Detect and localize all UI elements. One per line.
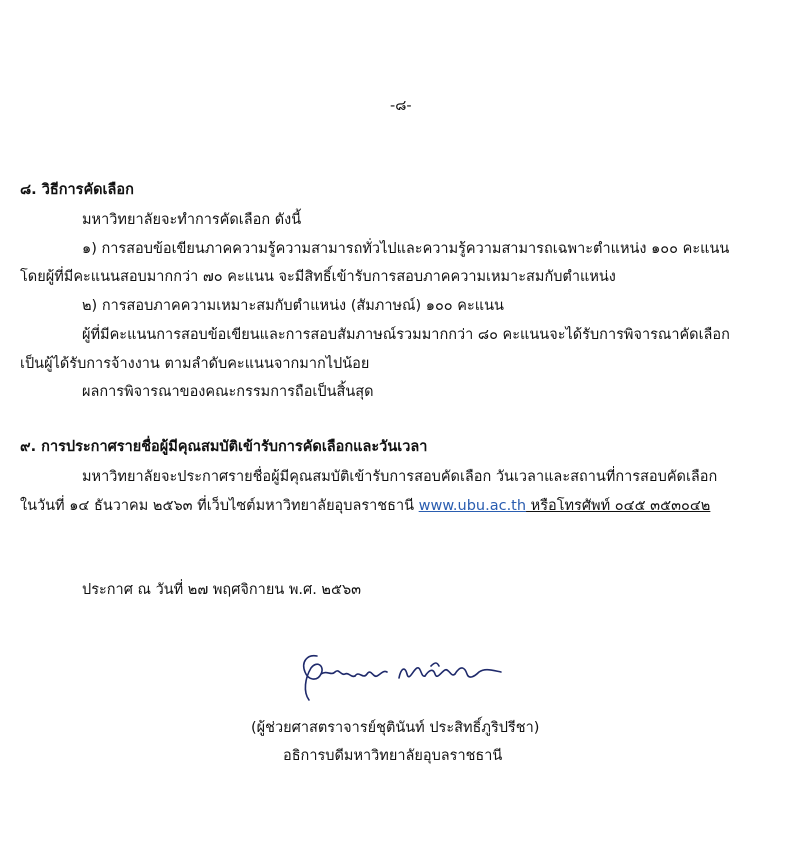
section-9-line-2 xyxy=(20,496,710,516)
section-8-criteria-line-2: เป็นผู้ได้รับการจ้างงาน ตามลำดับคะแนนจากมากไปน้อย xyxy=(20,356,370,372)
section-8-item-1-line-2: โดยผู้ที่มีคะแนนสอบมากกว่า ๗๐ คะแนน จะมีสิทธิ์เข้ารับการสอบภาคความเหมาะสมกับตำแหน่ง xyxy=(20,269,616,285)
page-number: -๘- xyxy=(390,98,412,114)
announcement-date: ประกาศ ณ วันที่ ๒๗ พฤศจิกายน พ.ศ. ๒๕๖๓ xyxy=(82,582,362,598)
website-link[interactable]: www.ubu.ac.th xyxy=(418,498,527,514)
signatory-name: (ผู้ช่วยศาสตราจารย์ชุตินันท์ ประสิทธิ์ภูริปรีชา) xyxy=(251,720,540,736)
section-9-line-2-prefix: ในวันที่ ๑๔ ธันวาคม ๒๕๖๓ ที่เว็บไซต์มหาวิทยาลัยอุบลราชธานี xyxy=(20,498,419,514)
section-8-final: ผลการพิจารณาของคณะกรรมการถือเป็นสิ้นสุด xyxy=(82,384,374,400)
section-8-criteria-line-1: ผู้ที่มีคะแนนการสอบข้อเขียนและการสอบสัมภาษณ์รวมมากกว่า ๘๐ คะแนนจะได้รับการพิจารณาคัดเลือก xyxy=(82,327,730,343)
section-8-intro: มหาวิทยาลัยจะทำการคัดเลือก ดังนี้ xyxy=(82,212,302,228)
section-9-line-1: มหาวิทยาลัยจะประกาศรายชื่อผู้มีคุณสมบัติเข้ารับการสอบคัดเลือก วันเวลาและสถานที่การสอบคัดเลือก xyxy=(82,469,718,485)
section-8-heading: ๘. วิธีการคัดเลือก xyxy=(20,182,134,198)
section-8-item-1-line-1: ๑) การสอบข้อเขียนภาคความรู้ความสามารถทั่วไปและความรู้ความสามารถเฉพาะตำแหน่ง ๑๐๐ คะแนน xyxy=(82,241,730,257)
section-9-line-2-suffix: หรือโทรศัพท์ ๐๔๕ ๓๕๓๐๔๒ xyxy=(526,498,711,514)
signatory-title: อธิการบดีมหาวิทยาลัยอุบลราชธานี xyxy=(283,748,503,764)
section-9-heading: ๙. การประกาศรายชื่อผู้มีคุณสมบัติเข้ารับการคัดเลือกและวันเวลา xyxy=(20,439,428,455)
signature-image xyxy=(295,648,510,708)
section-8-item-2: ๒) การสอบภาคความเหมาะสมกับตำแหน่ง (สัมภาษณ์) ๑๐๐ คะแนน xyxy=(82,298,504,314)
